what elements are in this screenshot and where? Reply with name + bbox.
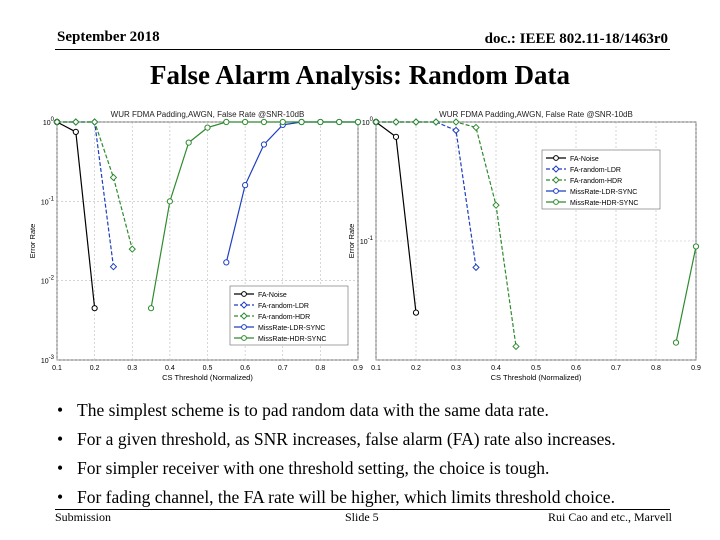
legend-marker — [242, 336, 247, 341]
data-point — [243, 119, 248, 124]
x-axis-label: CS Threshold (Normalized) — [490, 373, 582, 382]
data-point — [299, 119, 304, 124]
bullet-list — [55, 396, 715, 512]
data-point — [280, 119, 285, 124]
legend-label: FA-random-LDR — [570, 167, 621, 174]
data-point — [186, 140, 191, 145]
data-point — [205, 125, 210, 130]
legend — [542, 150, 660, 209]
data-point — [224, 260, 229, 265]
x-tick-label: 0.8 — [315, 365, 326, 372]
data-point — [693, 244, 698, 249]
x-tick-label: 0.6 — [571, 365, 581, 372]
footer-submission: Submission — [55, 510, 112, 524]
data-point — [92, 306, 97, 311]
x-tick-label: 0.3 — [127, 365, 138, 372]
y-tick-label: 10-1 — [40, 196, 54, 207]
legend-label: FA-Noise — [258, 292, 287, 299]
x-tick-label: 0.2 — [411, 365, 421, 372]
data-point — [355, 119, 360, 124]
legend-label: MissRate-HDR-SYNC — [258, 336, 327, 343]
data-point — [393, 134, 398, 139]
data-point — [261, 119, 266, 124]
data-point — [318, 119, 323, 124]
chart-title: WUR FDMA Padding,AWGN, False Rate @SNR-10dB — [110, 110, 305, 119]
x-tick-label: 0.4 — [491, 365, 501, 372]
data-point — [337, 119, 342, 124]
data-point — [148, 306, 153, 311]
legend-marker — [554, 189, 559, 194]
x-tick-label: 0.4 — [165, 365, 175, 372]
bullet-item: • For fading channel, the FA rate will be higher, which limits threshold choice. — [55, 483, 715, 512]
legend — [230, 286, 348, 345]
bullet-item: • The simplest scheme is to pad random data with the same data rate. — [55, 396, 715, 425]
legend-marker — [554, 156, 559, 161]
bullet-item: • For simpler receiver with one threshold setting, the choice is tough. — [55, 454, 715, 483]
bullet-item: • For a given threshold, as SNR increases, false alarm (FA) rate also increases. — [55, 425, 715, 454]
legend-label: FA-random-HDR — [570, 178, 623, 185]
chart-1 — [28, 110, 363, 382]
x-tick-label: 0.3 — [451, 365, 461, 372]
x-tick-label: 0.8 — [651, 365, 661, 372]
x-tick-label: 0.9 — [353, 365, 363, 372]
legend-label: MissRate-HDR-SYNC — [570, 200, 639, 207]
header-doc-id: doc.: IEEE 802.11-18/1463r0 — [484, 31, 668, 47]
data-point — [73, 129, 78, 134]
legend-label: MissRate-LDR-SYNC — [570, 189, 638, 196]
data-point — [413, 310, 418, 315]
legend-marker — [554, 200, 559, 205]
x-tick-label: 0.5 — [202, 365, 213, 372]
x-tick-label: 0.1 — [52, 365, 62, 372]
x-tick-label: 0.9 — [691, 365, 701, 372]
y-axis-label: Error Rate — [28, 223, 37, 259]
data-point — [261, 142, 266, 147]
legend-marker — [242, 325, 247, 330]
chart-title: WUR FDMA Padding,AWGN, False Rate @SNR-10dB — [439, 110, 633, 119]
data-point — [224, 119, 229, 124]
y-tick-label: 100 — [42, 117, 54, 127]
y-tick-label: 10-3 — [40, 355, 54, 365]
legend-label: FA-Noise — [570, 156, 599, 163]
x-tick-label: 0.2 — [89, 365, 100, 372]
legend-label: MissRate-LDR-SYNC — [258, 325, 326, 332]
legend-label: FA-random-HDR — [258, 314, 311, 321]
x-tick-label: 0.1 — [371, 365, 381, 372]
x-tick-label: 0.5 — [531, 365, 541, 372]
x-tick-label: 0.6 — [240, 365, 250, 372]
data-point — [243, 183, 248, 188]
y-tick-label: 10-2 — [40, 275, 54, 286]
footer-slide-number: Slide 5 — [345, 510, 379, 524]
header-date: September 2018 — [57, 29, 160, 45]
slide-title: False Alarm Analysis: Random Data — [149, 60, 571, 90]
y-tick-label: 10-1 — [359, 236, 373, 246]
data-point — [673, 340, 678, 345]
chart-2 — [347, 110, 701, 382]
data-point — [167, 199, 172, 204]
y-tick-label: 100 — [361, 117, 373, 127]
legend-label: FA-random-LDR — [258, 303, 309, 310]
x-tick-label: 0.7 — [611, 365, 621, 372]
x-axis-label: CS Threshold (Normalized) — [162, 373, 253, 382]
x-tick-label: 0.7 — [277, 365, 288, 372]
legend-marker — [242, 292, 247, 297]
footer-authors: Rui Cao and etc., Marvell — [548, 510, 672, 524]
y-axis-label: Error Rate — [347, 223, 356, 259]
